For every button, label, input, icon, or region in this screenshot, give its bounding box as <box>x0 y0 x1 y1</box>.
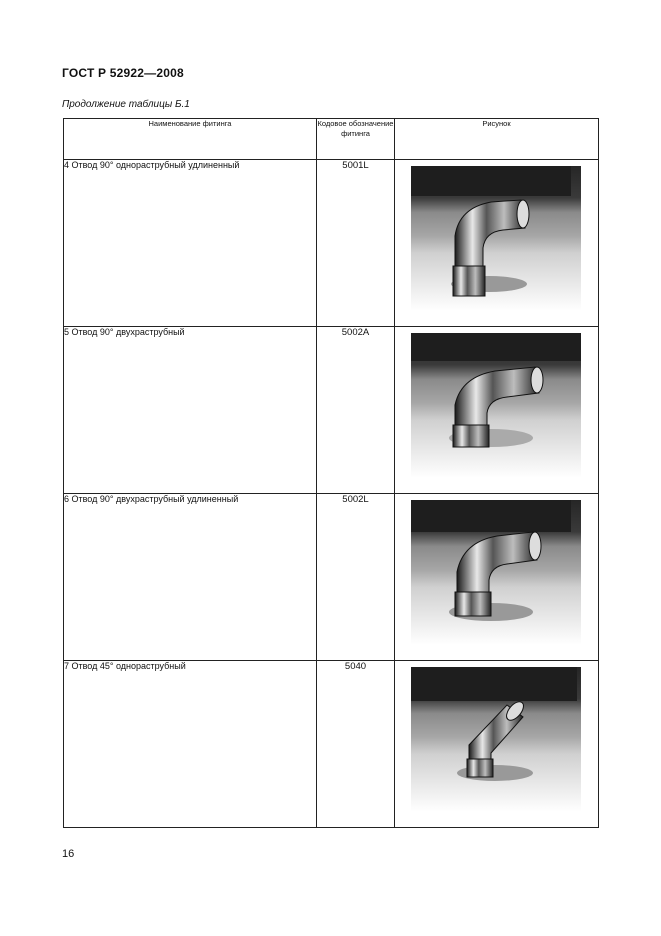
column-header-code: Кодовое обозначение фитинга <box>317 119 395 160</box>
elbow-90-double-socket-long-photo <box>411 500 581 645</box>
fitting-name: 6 Отвод 90° двухраструбный удлиненный <box>64 494 317 661</box>
elbow-45-single-socket-photo <box>411 667 581 812</box>
fitting-name: 5 Отвод 90° двухраструбный <box>64 327 317 494</box>
fitting-picture-cell <box>395 327 599 494</box>
fitting-picture-cell <box>395 661 599 828</box>
fitting-name: 4 Отвод 90° однораструбный удлиненный <box>64 160 317 327</box>
column-header-picture: Рисунок <box>395 119 599 160</box>
page-number: 16 <box>62 848 75 860</box>
table-row <box>64 661 599 828</box>
standard-designation: ГОСТ Р 52922—2008 <box>62 66 184 80</box>
table-row <box>64 494 599 661</box>
fitting-code: 5040 <box>317 661 395 828</box>
fitting-picture-cell <box>395 160 599 327</box>
fitting-picture-cell <box>395 494 599 661</box>
fitting-code: 5001L <box>317 160 395 327</box>
table-row <box>64 327 599 494</box>
elbow-90-double-socket-photo <box>411 333 581 478</box>
column-header-name: Наименование фитинга <box>64 119 317 160</box>
fittings-table <box>63 118 599 828</box>
table-continuation-caption: Продолжение таблицы Б.1 <box>62 99 190 110</box>
elbow-90-single-socket-long-photo <box>411 166 581 311</box>
fitting-code: 5002A <box>317 327 395 494</box>
fitting-name: 7 Отвод 45° однораструбный <box>64 661 317 828</box>
fitting-code: 5002L <box>317 494 395 661</box>
table-header-row <box>64 119 599 160</box>
table-row <box>64 160 599 327</box>
